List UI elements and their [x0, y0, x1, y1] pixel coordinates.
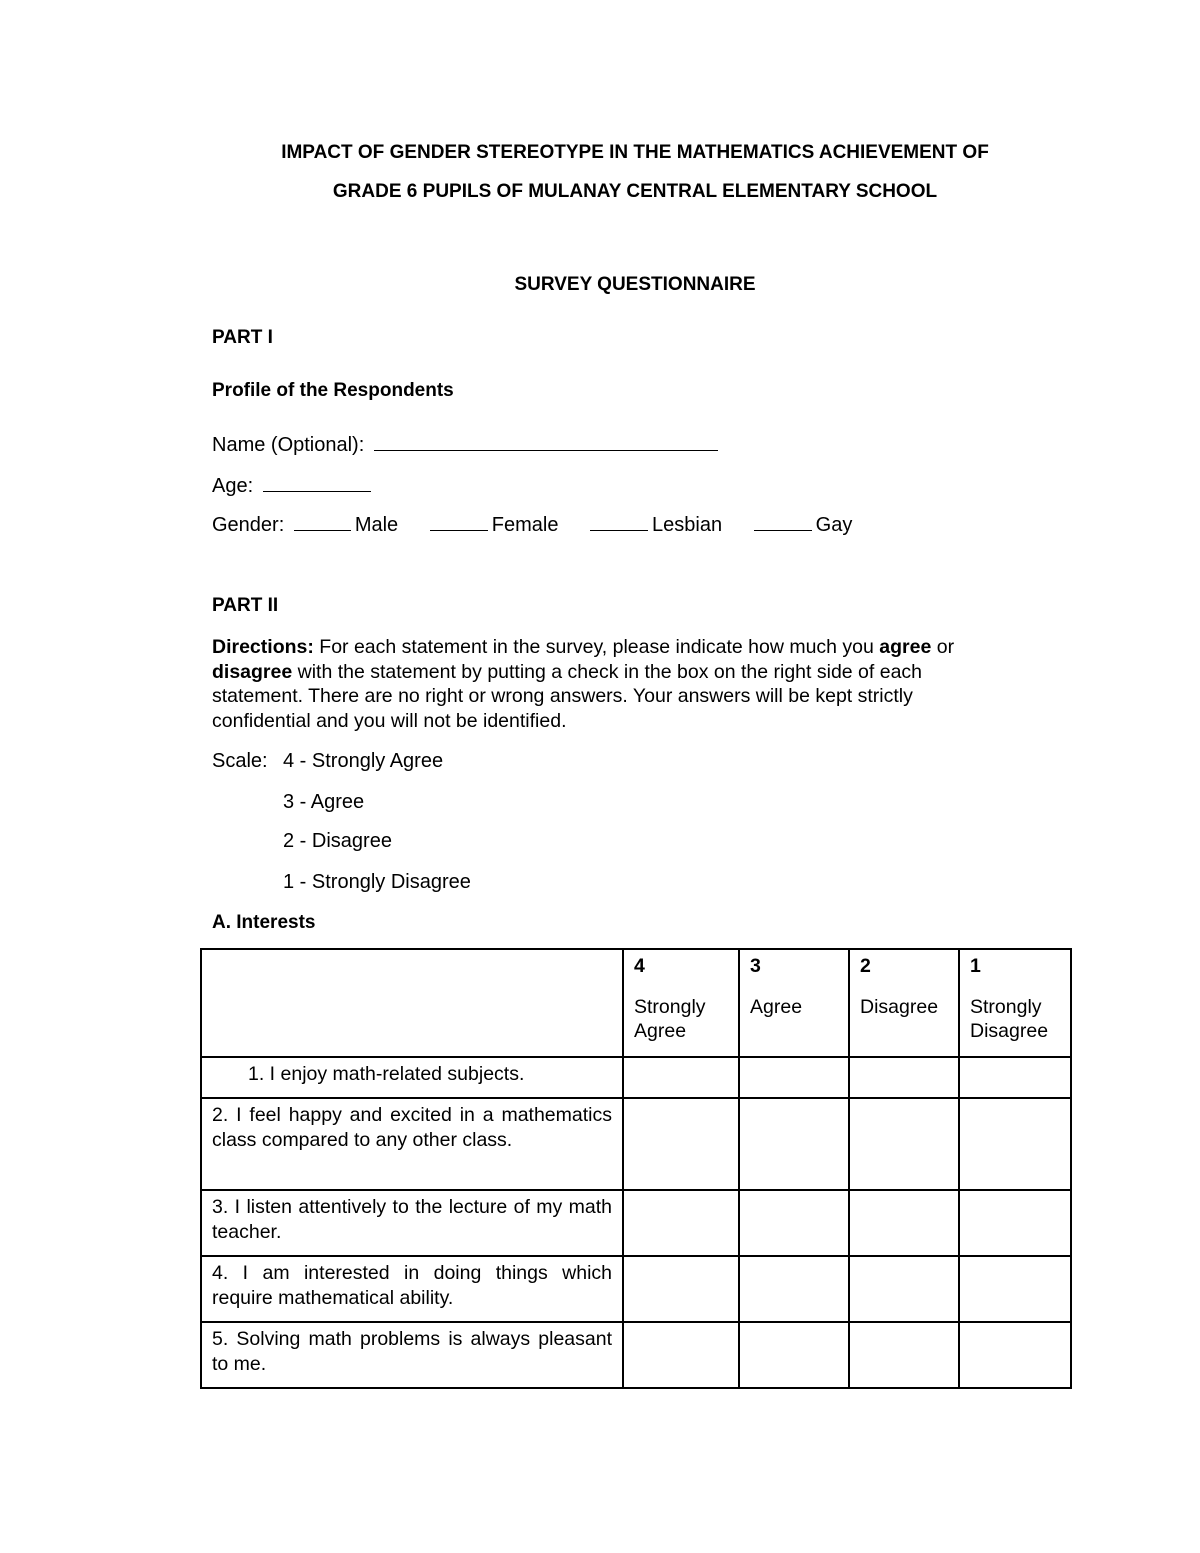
header-cell-4 [623, 949, 739, 1057]
table-row [201, 1322, 1071, 1388]
name-field[interactable] [212, 432, 722, 457]
header-num: 2 [860, 955, 871, 977]
agree-emphasis: agree [879, 636, 932, 658]
directions-text-b: or [931, 636, 955, 658]
scale-item-2: 2 - Disagree [283, 830, 392, 852]
scale-label: Scale: [212, 750, 268, 772]
age-label: Age: [212, 475, 254, 497]
gender-blank-gay[interactable] [754, 512, 812, 531]
directions-label: Directions: [212, 636, 314, 658]
check-box-2[interactable] [849, 1322, 959, 1388]
header-label: Strongly Agree [634, 995, 706, 1042]
document-title-line-1: IMPACT OF GENDER STEREOTYPE IN THE MATHEMATICS ACHIEVEMENT OF [281, 142, 989, 163]
statement-cell: 2. I feel happy and excited in a mathematics class compared to any other class. [201, 1098, 623, 1190]
check-box-3[interactable] [739, 1057, 849, 1098]
name-label: Name (Optional): [212, 434, 365, 456]
check-box-1[interactable] [959, 1190, 1071, 1256]
statement-cell: 5. Solving math problems is always pleasant to me. [201, 1322, 623, 1388]
check-box-4[interactable] [623, 1098, 739, 1190]
scale-item-4: 4 - Strongly Agree [283, 750, 444, 772]
check-box-2[interactable] [849, 1190, 959, 1256]
table-row [201, 1256, 1071, 1322]
header-cell-3 [739, 949, 849, 1057]
gender-blank-female[interactable] [430, 512, 488, 531]
gender-blank-lesbian[interactable] [590, 512, 648, 531]
table-row [201, 1190, 1071, 1256]
section-a-heading: A. Interests [212, 912, 316, 933]
check-box-3[interactable] [739, 1190, 849, 1256]
gender-blank-male[interactable] [294, 512, 351, 531]
check-box-4[interactable] [623, 1322, 739, 1388]
check-box-3[interactable] [739, 1098, 849, 1190]
table-header-row [201, 949, 1071, 1057]
gender-field [212, 512, 852, 537]
scale-item-3: 3 - Agree [283, 791, 365, 813]
check-box-1[interactable] [959, 1057, 1071, 1098]
check-box-4[interactable] [623, 1057, 739, 1098]
directions-text-a: For each statement in the survey, please indicate how much you [313, 636, 880, 658]
document-title-line-2: GRADE 6 PUPILS OF MULANAY CENTRAL ELEMENTARY SCHOOL [332, 181, 938, 202]
check-box-1[interactable] [959, 1322, 1071, 1388]
check-box-1[interactable] [959, 1098, 1071, 1190]
table-row [201, 1057, 1071, 1098]
header-num: 1 [970, 955, 981, 977]
age-blank[interactable] [263, 473, 371, 492]
gender-option-male: Male [354, 514, 399, 536]
check-box-2[interactable] [849, 1256, 959, 1322]
directions-paragraph [212, 635, 1012, 733]
header-cell-2 [849, 949, 959, 1057]
table-row [201, 1098, 1071, 1190]
header-num: 3 [750, 955, 761, 977]
profile-heading: Profile of the Respondents [212, 380, 454, 401]
interests-rating-table [200, 948, 1072, 1389]
check-box-1[interactable] [959, 1256, 1071, 1322]
header-num: 4 [634, 955, 645, 977]
age-field[interactable] [212, 473, 375, 498]
header-cell-1 [959, 949, 1071, 1057]
part1-heading: PART I [212, 327, 273, 348]
name-blank[interactable] [374, 432, 718, 451]
gender-option-gay: Gay [815, 514, 853, 536]
header-label: Disagree [860, 995, 939, 1018]
gender-label: Gender: [212, 514, 285, 536]
statement-cell: 4. I am interested in doing things which require mathematical ability. [201, 1256, 623, 1322]
survey-heading: SURVEY QUESTIONNAIRE [514, 274, 756, 295]
part2-heading: PART II [212, 595, 279, 616]
header-blank-cell [201, 949, 623, 1057]
check-box-3[interactable] [739, 1322, 849, 1388]
gender-option-female: Female [491, 514, 559, 536]
directions-text-c: with the statement by putting a check in the box on the right side of each statement. There are no right or wrong answers. Your answers will be kept strictly confidential and you will not be identified. [212, 660, 923, 732]
check-box-3[interactable] [739, 1256, 849, 1322]
check-box-4[interactable] [623, 1190, 739, 1256]
statement-cell: 3. I listen attentively to the lecture of my math teacher. [201, 1190, 623, 1256]
statement-cell: 1. I enjoy math-related subjects. [201, 1057, 623, 1098]
disagree-emphasis: disagree [212, 660, 293, 683]
gender-option-lesbian: Lesbian [652, 514, 723, 536]
check-box-2[interactable] [849, 1098, 959, 1190]
header-label: Agree [750, 995, 803, 1018]
check-box-4[interactable] [623, 1256, 739, 1322]
scale-item-1: 1 - Strongly Disagree [283, 871, 471, 893]
check-box-2[interactable] [849, 1057, 959, 1098]
header-label: Strongly Disagree [970, 995, 1049, 1042]
